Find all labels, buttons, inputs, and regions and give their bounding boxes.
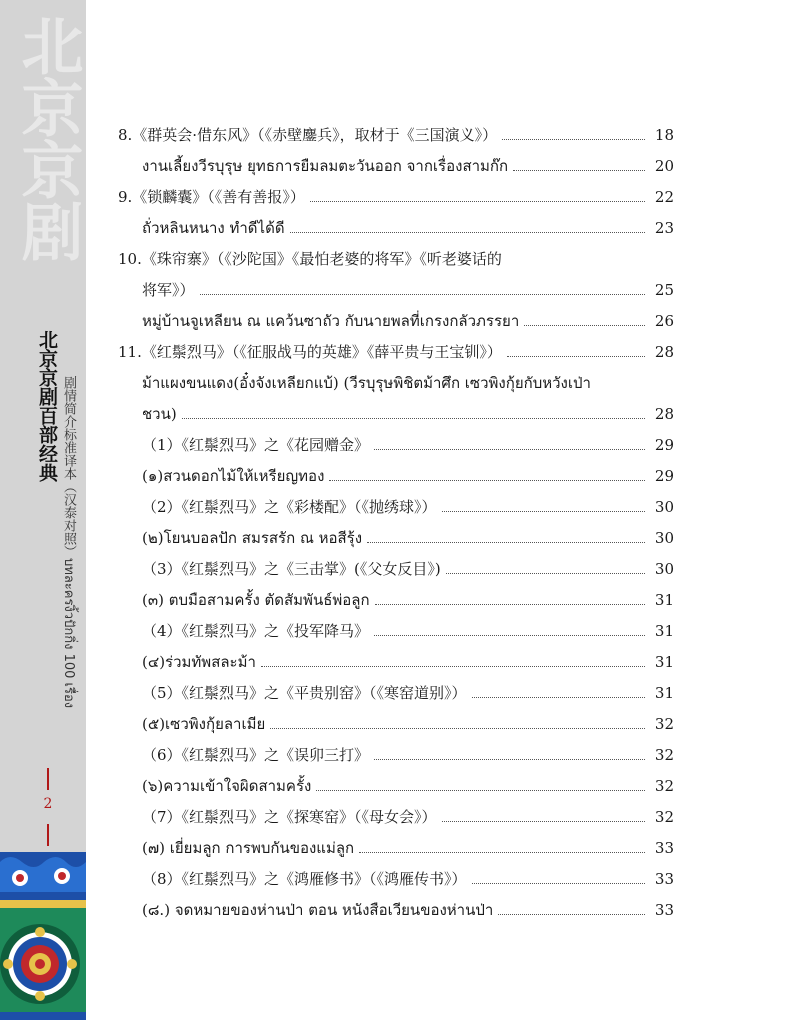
dot-leader [472, 883, 645, 884]
toc-entry-title: 将军》） [142, 281, 195, 299]
toc-entry-title: （5）《红鬃烈马》之《平贵别窑》（《寒窑道别》） [142, 684, 467, 702]
toc-entry[interactable] [118, 641, 674, 672]
toc-entry[interactable] [118, 610, 674, 641]
toc-entry-title: 11.《红鬃烈马》（《征服战马的英雄》《薛平贵与王宝钏》） [118, 343, 502, 361]
toc-entry-page: 31 [654, 591, 674, 609]
dot-leader [374, 759, 645, 760]
toc-entry[interactable] [118, 393, 674, 424]
toc-entry-title: (๔)ร่วมทัพสละม้า [142, 653, 256, 671]
dot-leader [502, 139, 645, 140]
toc-entry-page: 32 [654, 715, 674, 733]
toc-entry-page: 32 [654, 777, 674, 795]
ornament-pattern-icon [0, 852, 86, 1020]
toc-entry[interactable] [118, 269, 674, 300]
toc-entry-title: （2）《红鬃烈马》之《彩楼配》（《抛绣球》） [142, 498, 437, 516]
toc-entry[interactable] [118, 424, 674, 455]
toc-entry-page: 28 [654, 343, 674, 361]
dot-leader [472, 697, 645, 698]
page-number-rule-top [47, 768, 49, 790]
toc-entry-page: 31 [654, 653, 674, 671]
toc-entry-title: (๗) เยี่ยมลูก การพบกันของแม่ลูก [142, 839, 355, 857]
toc-entry-page: 22 [654, 188, 674, 206]
toc-entry-page: 29 [654, 436, 674, 454]
toc-entry[interactable] [118, 517, 674, 548]
toc-entry-title: （3）《红鬃烈马》之《三击掌》(《父女反目》) [142, 560, 441, 578]
toc-entry-title: (๖)ความเข้าใจผิดสามครั้ง [142, 777, 312, 795]
page-number: 2 [43, 796, 53, 812]
toc-entry-page: 33 [654, 839, 674, 857]
dot-leader [182, 418, 645, 419]
toc-entry-page: 20 [654, 157, 674, 175]
toc-entry-title: หมู่บ้านจูเหลียน ณ แคว้นซาถัว กับนายพลที่เกรงกลัวภรรยา [142, 312, 520, 330]
toc-entry-title: (๕)เซวพิงกุ้ยลาเมีย [142, 715, 266, 733]
dot-leader [290, 232, 645, 233]
toc-entry-title: （6）《红鬃烈马》之《误卯三打》 [142, 746, 370, 764]
dot-leader [310, 201, 645, 202]
book-subtitle: 剧情简介标准译本（汉泰对照）บทละครงิ้วปักกิ่ง 100 เรื่อง [61, 376, 76, 709]
toc-entry[interactable] [118, 765, 674, 796]
toc-entry-title: 8.《群英会·借东风》（《赤壁鏖兵》，取材于《三国演义》） [118, 126, 498, 144]
toc-entry[interactable] [118, 548, 674, 579]
dot-leader [498, 914, 645, 915]
toc-entry[interactable] [118, 331, 674, 362]
dot-leader [375, 604, 645, 605]
toc-entry[interactable] [118, 238, 674, 269]
dot-leader [200, 294, 645, 295]
toc-entry[interactable] [118, 734, 674, 765]
toc-entry-title: งานเลี้ยงวีรบุรุษ ยุทธการยืมลมตะวันออก จากเรื่องสามก๊ก [142, 157, 509, 175]
toc-entry[interactable] [118, 207, 674, 238]
dot-leader [316, 790, 645, 791]
toc-entry-page: 33 [654, 870, 674, 888]
toc-entry-page: 31 [654, 622, 674, 640]
toc-entry-title: （1）《红鬃烈马》之《花园赠金》 [142, 436, 370, 454]
toc-entry[interactable] [118, 796, 674, 827]
toc-entry[interactable] [118, 858, 674, 889]
toc-entry[interactable] [118, 703, 674, 734]
toc-entry-title: 9.《锁麟囊》（《善有善报》） [118, 188, 305, 206]
toc-entry-title: ถั่วหลินหนาง ทำดีได้ดี [142, 219, 285, 237]
dot-leader [374, 449, 645, 450]
book-title: 北京京剧百部经典 [36, 330, 58, 482]
toc-entry[interactable] [118, 300, 674, 331]
toc-entry-title: （7）《红鬃烈马》之《探寒窑》（《母女会》） [142, 808, 437, 826]
dot-leader [446, 573, 645, 574]
toc-entry[interactable] [118, 455, 674, 486]
toc-entry[interactable] [118, 176, 674, 207]
toc-entry-page: 29 [654, 467, 674, 485]
page-number-rule-bottom [47, 824, 49, 846]
toc-entry-page: 33 [654, 901, 674, 919]
toc-entry-page: 30 [654, 560, 674, 578]
toc-entry[interactable] [118, 486, 674, 517]
toc-entry[interactable] [118, 889, 674, 920]
toc-entry-page: 30 [654, 498, 674, 516]
sidebar-watermark-title: 北京京剧 [11, 14, 84, 262]
toc-entry-page: 26 [654, 312, 674, 330]
dot-leader [513, 170, 645, 171]
dot-leader [367, 542, 645, 543]
toc-entry-page: 32 [654, 746, 674, 764]
dot-leader [442, 511, 645, 512]
toc-entry-page: 28 [654, 405, 674, 423]
table-of-contents [118, 114, 674, 920]
toc-entry-title: ม้าแผงขนแดง(อั๋งจังเหลียกแบ้) (วีรบุรุษพิชิตม้าศึก เซวพิงกุ้ยกับหวังเป่า [142, 374, 591, 392]
toc-entry[interactable] [118, 827, 674, 858]
dot-leader [507, 356, 645, 357]
page-number-block [41, 768, 55, 848]
toc-entry-title: (๑)สวนดอกไม้ให้เหรียญทอง [142, 467, 325, 485]
dot-leader [261, 666, 645, 667]
toc-entry-title: （4）《红鬃烈马》之《投军降马》 [142, 622, 370, 640]
toc-entry-page: 23 [654, 219, 674, 237]
dot-leader [442, 821, 645, 822]
toc-entry-page: 31 [654, 684, 674, 702]
toc-entry-title: （8）《红鬃烈马》之《鸿雁修书》（《鸿雁传书》） [142, 870, 467, 888]
dot-leader [374, 635, 645, 636]
toc-entry[interactable] [118, 362, 674, 393]
dot-leader [359, 852, 645, 853]
toc-entry-page: 30 [654, 529, 674, 547]
toc-entry-title: 10.《珠帘寨》（《沙陀国》《最怕老婆的将军》《听老婆话的 [118, 250, 502, 268]
toc-entry-title: ชวน) [142, 405, 177, 423]
toc-entry-title: (๓) ตบมือสามครั้ง ตัดสัมพันธ์พ่อลูก [142, 591, 370, 609]
toc-entry[interactable] [118, 145, 674, 176]
toc-entry-page: 25 [654, 281, 674, 299]
sidebar [0, 0, 86, 1020]
dot-leader [270, 728, 645, 729]
toc-entry-page: 18 [654, 126, 674, 144]
toc-entry[interactable] [118, 672, 674, 703]
toc-entry[interactable] [118, 579, 674, 610]
toc-entry-page: 32 [654, 808, 674, 826]
dot-leader [524, 325, 645, 326]
toc-entry-title: (๘.) จดหมายของห่านป่า ตอน หนังสือเวียนของห่านป่า [142, 901, 494, 919]
toc-entry[interactable] [118, 114, 674, 145]
toc-entry-title: (๒)โยนบอลปัก สมรสรัก ณ หอสีรุ้ง [142, 529, 363, 547]
dot-leader [329, 480, 645, 481]
